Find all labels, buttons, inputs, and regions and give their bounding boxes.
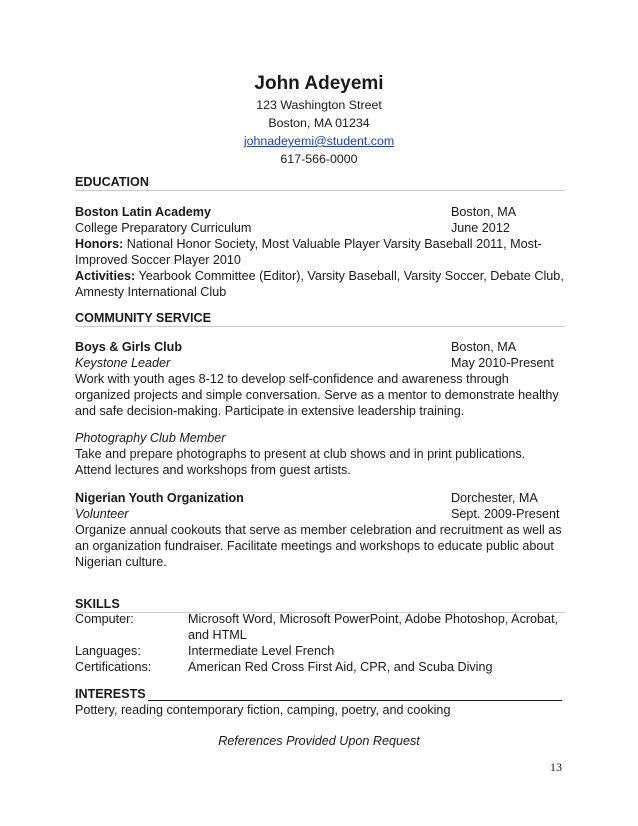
community-heading: COMMUNITY SERVICE (75, 311, 211, 325)
activities-label: Activities: (75, 269, 136, 283)
program-name: College Preparatory Curriculum (75, 221, 252, 235)
org-description: an organization fundraiser. Facilitate meetings and workshops to educate public about (75, 539, 554, 553)
phone-number: 617-566-0000 (280, 152, 358, 166)
skill-label-computer: Computer: (75, 612, 134, 626)
email-link[interactable]: johnadeyemi@student.com (243, 134, 395, 148)
interests-heading: INTERESTS (75, 687, 146, 701)
org-role: Keystone Leader (75, 356, 171, 370)
org-description: organized projects and simple conversation. Serve as a mentor to demonstrate healthy (75, 388, 559, 402)
skill-value-languages: Intermediate Level French (188, 644, 335, 658)
school-name: Boston Latin Academy (75, 205, 211, 219)
org-description: Nigerian culture. (75, 555, 167, 569)
activities-text-cont: Amnesty International Club (75, 285, 227, 299)
resume-header (0, 72, 638, 168)
org-date: Sept. 2009-Present (451, 507, 560, 521)
photography-role (75, 430, 565, 478)
org-name: Boys & Girls Club (75, 340, 183, 354)
interests-section (75, 702, 565, 718)
section-divider (75, 190, 565, 191)
school-location: Boston, MA (451, 205, 517, 219)
nigerian-org (75, 490, 565, 570)
honors-text-cont: Improved Soccer Player 2010 (75, 253, 241, 267)
page-number: 13 (550, 760, 562, 774)
honors-label: Honors: (75, 237, 124, 251)
skill-label-certifications: Certifications: (75, 660, 152, 674)
interests-text: Pottery, reading contemporary fiction, camping, poetry, and cooking (75, 703, 451, 717)
references-note: References Provided Upon Request (218, 734, 420, 748)
skill-label-languages: Languages: (75, 644, 141, 658)
org-location: Dorchester, MA (451, 491, 538, 505)
skill-value-certifications: American Red Cross First Aid, CPR, and Scuba Diving (188, 660, 493, 674)
org-description: Take and prepare photographs to present at club shows and in print publications. (75, 447, 526, 461)
section-divider (75, 326, 565, 327)
org-role: Volunteer (75, 507, 129, 521)
skills-section (75, 611, 565, 675)
org-description: Work with youth ages 8-12 to develop self-confidence and awareness through (75, 372, 509, 386)
org-name: Nigerian Youth Organization (75, 491, 244, 505)
org-date: May 2010-Present (451, 356, 554, 370)
honors-text: National Honor Society, Most Valuable Player Varsity Baseball 2011, Most- (123, 237, 542, 251)
org-description: Organize annual cookouts that serve as member celebration and recruitment as well as (75, 523, 562, 537)
address-street: 123 Washington Street (256, 98, 382, 112)
community-section (75, 339, 565, 419)
activities-text: Yearbook Committee (Editor), Varsity Baseball, Varsity Soccer, Debate Club, (135, 269, 564, 283)
education-section (75, 204, 565, 300)
candidate-name: John Adeyemi (254, 73, 384, 94)
education-heading: EDUCATION (75, 175, 149, 189)
skills-heading: SKILLS (75, 597, 120, 611)
address-city: Boston, MA 01234 (268, 116, 370, 130)
org-role: Photography Club Member (75, 431, 226, 445)
skill-value-computer-cont: and HTML (188, 628, 247, 642)
org-location: Boston, MA (451, 340, 517, 354)
skill-value-computer: Microsoft Word, Microsoft PowerPoint, Adobe Photoshop, Acrobat, (188, 612, 559, 626)
org-description: and safe decision-making. Participate in extensive leadership training. (75, 404, 465, 418)
org-description: Attend lectures and workshops from guest artists. (75, 463, 351, 477)
graduation-date: June 2012 (451, 221, 510, 235)
